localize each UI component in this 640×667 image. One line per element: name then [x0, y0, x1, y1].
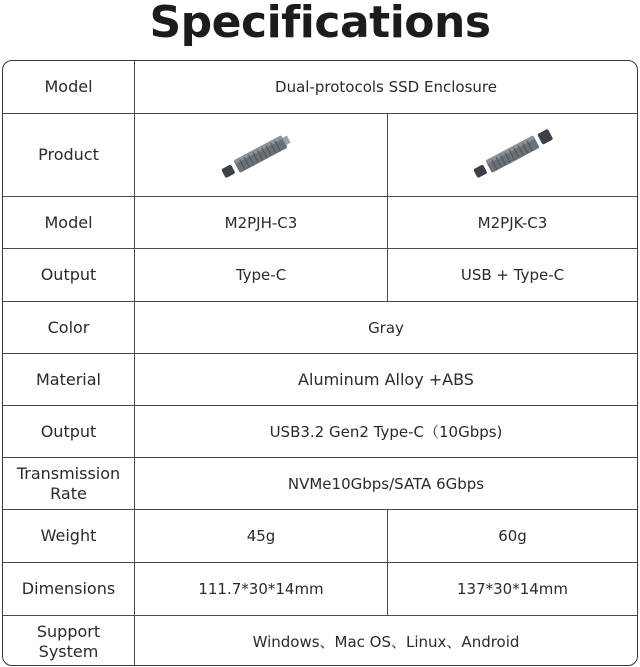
spec-label-support-system: [3, 616, 135, 666]
spec-value-dimensions-right: 137*30*14mm: [456, 580, 569, 598]
spec-label-model: Model: [3, 61, 135, 113]
spec-label-transmission-rate: [3, 458, 135, 509]
spec-row-model-header: [3, 61, 637, 113]
spec-value-color: Gray: [368, 318, 404, 337]
page-title: Specifications: [149, 0, 491, 48]
spec-row-model: [3, 196, 637, 248]
spec-label-output: Output: [3, 249, 135, 301]
spec-row-weight: [3, 509, 637, 562]
spec-label-support-line1: Support: [36, 621, 101, 641]
spec-row-output: [3, 248, 637, 301]
ssd-enclosure-product-icon: [468, 125, 558, 185]
ssd-enclosure-product-icon: [216, 125, 306, 185]
spec-value-model-left: M2PJH-C3: [135, 197, 388, 248]
spec-value-weight-left: 45g: [135, 510, 388, 562]
spec-value-output-right: USB + Type-C: [460, 266, 565, 284]
spec-value-output-interface: USB3.2 Gen2 Type-C（10Gbps): [269, 423, 503, 441]
spec-row-transmission-rate: [3, 457, 637, 509]
spec-value-support-system: Windows、Mac OS、Linux、Android: [252, 633, 520, 651]
spec-row-support-system: [3, 615, 637, 666]
spec-row-material: [3, 353, 637, 405]
product-image-left: [135, 114, 388, 196]
spec-value-weight-right: 60g: [498, 527, 527, 545]
spec-label-product: Product: [3, 114, 135, 196]
spec-label-transmission-line2: Rate: [50, 483, 87, 503]
spec-value-material: Aluminum Alloy +ABS: [298, 370, 474, 389]
spec-value-transmission-rate: NVMe10Gbps/SATA 6Gbps: [287, 474, 485, 493]
spec-value-dimensions-left: 111.7*30*14mm: [135, 563, 388, 615]
product-image-right: [388, 114, 637, 196]
spec-label-model: Model: [3, 197, 135, 248]
spec-value-model-right: M2PJK-C3: [477, 213, 548, 232]
spec-label-weight: Weight: [3, 510, 135, 562]
spec-value-output-left: Type-C: [135, 249, 388, 301]
spec-row-output-interface: [3, 405, 637, 457]
spec-row-product: [3, 113, 637, 196]
spec-label-transmission-line1: Transmission: [16, 463, 121, 483]
specifications-table: [2, 60, 638, 666]
spec-label-support-line2: System: [38, 641, 99, 661]
spec-value-model-header: Dual-protocols SSD Enclosure: [275, 78, 497, 96]
spec-row-color: [3, 301, 637, 353]
spec-label-color: Color: [3, 302, 135, 353]
spec-label-material: Material: [3, 354, 135, 405]
spec-label-output: Output: [3, 406, 135, 457]
spec-label-dimensions: Dimensions: [3, 563, 135, 615]
spec-row-dimensions: [3, 562, 637, 615]
